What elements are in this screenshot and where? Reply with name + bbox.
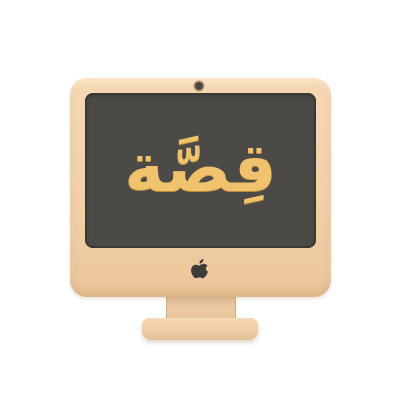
screen: [85, 93, 316, 248]
apple-logo-icon: [190, 258, 210, 282]
stand-base: [142, 318, 258, 340]
camera-icon: [195, 82, 203, 90]
screen-word: قِصَّة: [124, 128, 277, 208]
